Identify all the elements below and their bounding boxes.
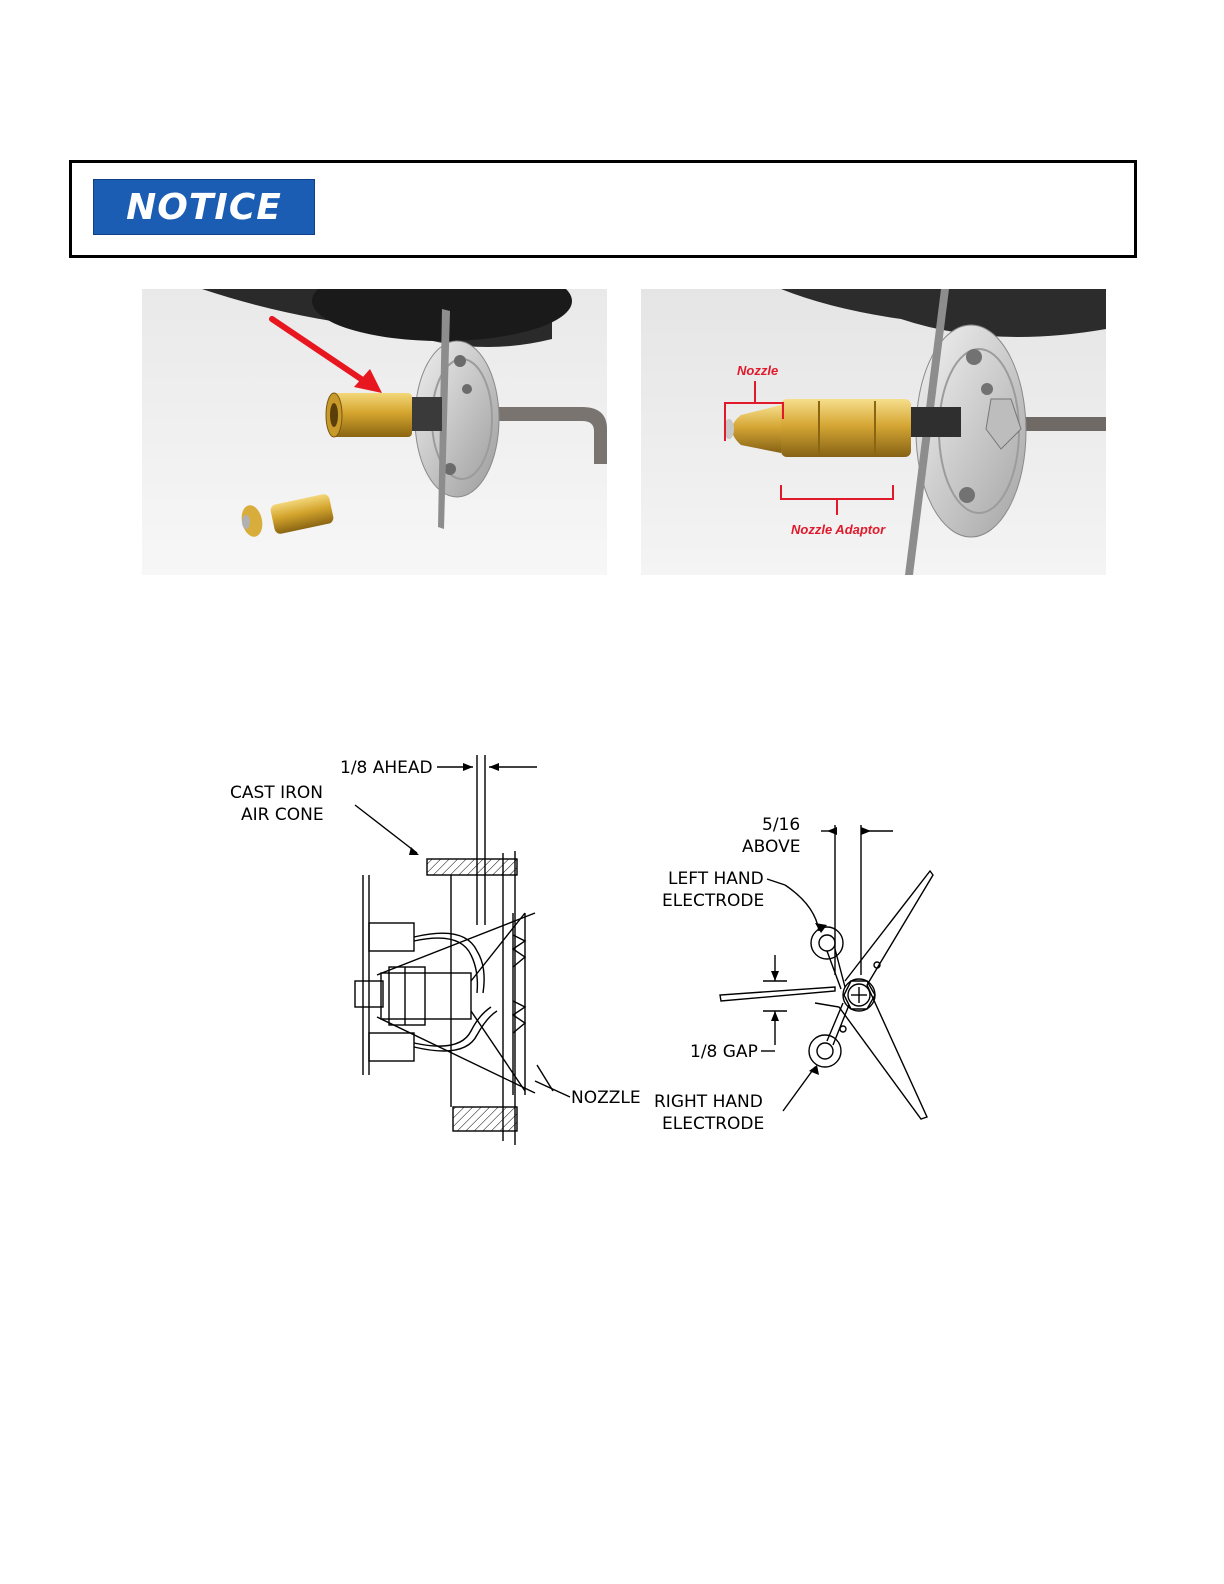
nozzle-label: Nozzle <box>737 363 779 378</box>
label-cast-iron-1: CAST IRON <box>230 783 324 803</box>
photo-left-illustration <box>142 289 607 575</box>
label-ahead: 1/8 AHEAD <box>340 758 433 778</box>
label-cast-iron-2: AIR CONE <box>241 805 324 825</box>
label-nozzle: NOZZLE <box>571 1088 641 1108</box>
notice-badge <box>93 179 315 235</box>
label-above-2: ABOVE <box>742 837 801 857</box>
label-right-electrode-1: RIGHT HAND <box>654 1092 763 1112</box>
label-right-electrode-2: ELECTRODE <box>662 1114 765 1134</box>
photo-nozzle-installed <box>641 289 1106 575</box>
electrode-positioning-diagram <box>215 745 960 1155</box>
notice-box <box>69 160 1137 258</box>
label-left-electrode-2: ELECTRODE <box>662 891 765 911</box>
photo-right-illustration <box>641 289 1106 575</box>
label-gap: 1/8 GAP <box>690 1042 758 1062</box>
diagram-svg <box>215 745 960 1155</box>
photo-nozzle-adaptor-removed <box>142 289 607 575</box>
notice-badge-text: NOTICE <box>126 186 282 228</box>
nozzle-adaptor-label: Nozzle Adaptor <box>791 522 886 537</box>
label-above-1: 5/16 <box>762 815 801 835</box>
label-left-electrode-1: LEFT HAND <box>668 869 764 889</box>
